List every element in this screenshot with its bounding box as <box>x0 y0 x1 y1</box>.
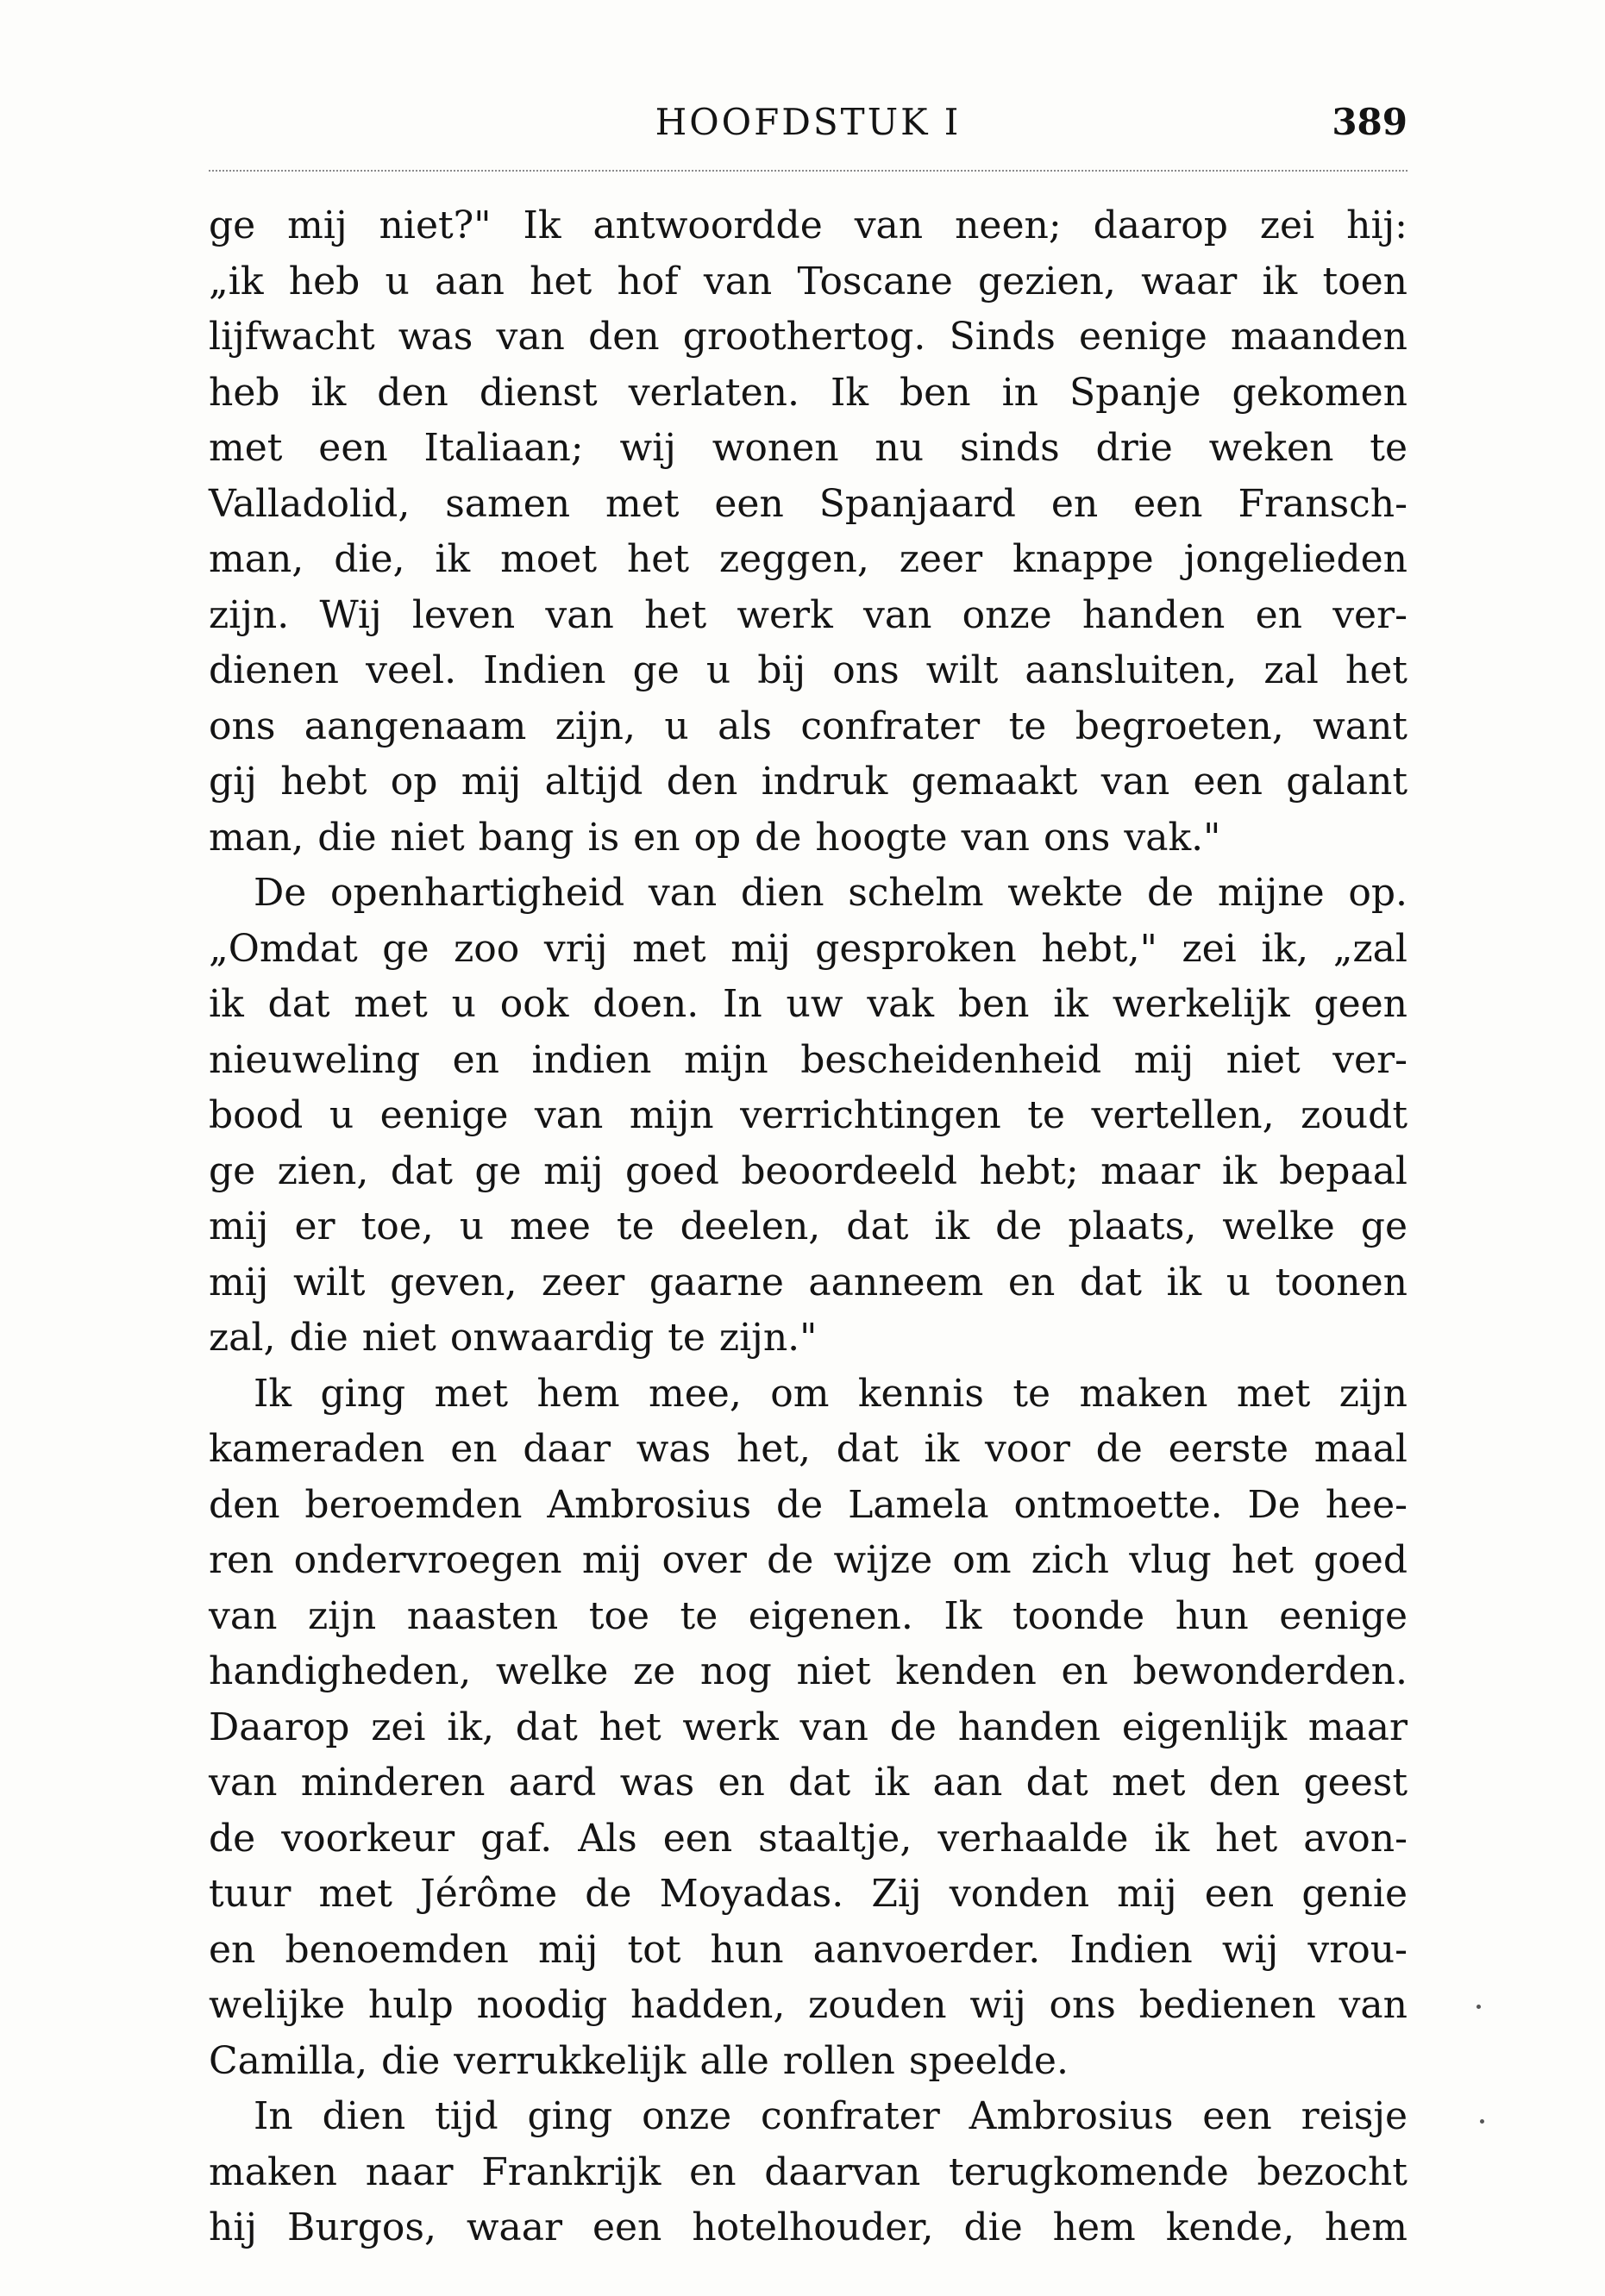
ink-speck <box>1480 2119 1484 2124</box>
page-number: 389 <box>1332 101 1408 143</box>
text-line: Daarop zei ik, dat het werk van de handen eigenlijk maar <box>209 1705 1408 1749</box>
text-line: lijfwacht was van den groothertog. Sinds eenige maanden <box>209 315 1408 359</box>
text-line: heb ik den dienst verlaten. Ik ben in Spanje gekomen <box>209 370 1408 415</box>
text-line: van zijn naasten toe te eigenen. Ik toonde hun eenige <box>209 1593 1408 1638</box>
text-line: ren ondervroegen mij over de wijze om zich vlug het goed <box>209 1538 1408 1582</box>
text-line: kameraden en daar was het, dat ik voor de eerste maal <box>209 1427 1408 1471</box>
text-line: De openhartigheid van dien schelm wekte de mijne op. <box>254 871 1408 915</box>
text-line: nieuweling en indien mijn bescheidenheid mij niet ver- <box>209 1037 1408 1082</box>
text-line: zijn. Wij leven van het werk van onze handen en ver- <box>209 592 1408 637</box>
text-line: met een Italiaan; wij wonen nu sinds drie weken te <box>209 426 1408 470</box>
chapter-heading: HOOFDSTUK I <box>655 101 962 143</box>
text-line: man, die, ik moet het zeggen, zeer knappe jongelieden <box>209 537 1408 581</box>
text-line: gij hebt op mij altijd den indruk gemaakt van een galant <box>209 760 1408 804</box>
text-line: en benoemden mij tot hun aanvoerder. Indien wij vrou- <box>209 1927 1408 1972</box>
text-line: man, die niet bang is en op de hoogte van ons vak." <box>209 815 1221 860</box>
text-line: ons aangenaam zijn, u als confrater te begroeten, want <box>209 704 1408 748</box>
header-rule <box>209 170 1408 172</box>
text-line: handigheden, welke ze nog niet kenden en bewonderden. <box>209 1649 1408 1693</box>
text-line: de voorkeur gaf. Als een staaltje, verhaalde ik het avon- <box>209 1816 1408 1861</box>
text-line: tuur met Jérôme de Moyadas. Zij vonden mij een genie <box>209 1872 1408 1916</box>
ink-speck <box>1476 2005 1481 2009</box>
text-line: welijke hulp noodig hadden, zouden wij ons bedienen van <box>209 1983 1408 2027</box>
text-line: mij wilt geven, zeer gaarne aanneem en dat ik u toonen <box>209 1260 1408 1304</box>
text-line: zal, die niet onwaardig te zijn." <box>209 1316 818 1360</box>
running-head <box>209 97 1408 148</box>
text-line: Camilla, die verrukkelijk alle rollen speelde. <box>209 2038 1069 2083</box>
text-line: ge mij niet?" Ik antwoordde van neen; daarop zei hij: <box>209 203 1408 247</box>
text-line: bood u eenige van mijn verrichtingen te vertellen, zoudt <box>209 1093 1408 1137</box>
text-line: den beroemden Ambrosius de Lamela ontmoette. De hee- <box>209 1482 1408 1527</box>
text-line: In dien tijd ging onze confrater Ambrosius een reisje <box>254 2094 1408 2138</box>
text-line: „ik heb u aan het hof van Toscane gezien, waar ik toen <box>209 259 1408 303</box>
text-line: hij Burgos, waar een hotelhouder, die hem kende, hem <box>209 2205 1408 2249</box>
text-line: „Omdat ge zoo vrij met mij gesproken hebt," zei ik, „zal <box>209 926 1408 971</box>
text-line: van minderen aard was en dat ik aan dat met den geest <box>209 1761 1408 1805</box>
text-line: ge zien, dat ge mij goed beoordeeld hebt; maar ik bepaal <box>209 1148 1408 1193</box>
text-line: maken naar Frankrijk en daarvan terugkomende bezocht <box>209 2149 1408 2194</box>
text-line: mij er toe, u mee te deelen, dat ik de plaats, welke ge <box>209 1204 1408 1248</box>
text-line: dienen veel. Indien ge u bij ons wilt aansluiten, zal het <box>209 648 1408 692</box>
text-line: Valladolid, samen met een Spanjaard en een Fransch- <box>209 481 1408 526</box>
text-line: ik dat met u ook doen. In uw vak ben ik werkelijk geen <box>209 982 1408 1026</box>
body-text <box>209 198 1408 2256</box>
text-line: Ik ging met hem mee, om kennis te maken met zijn <box>254 1371 1408 1416</box>
